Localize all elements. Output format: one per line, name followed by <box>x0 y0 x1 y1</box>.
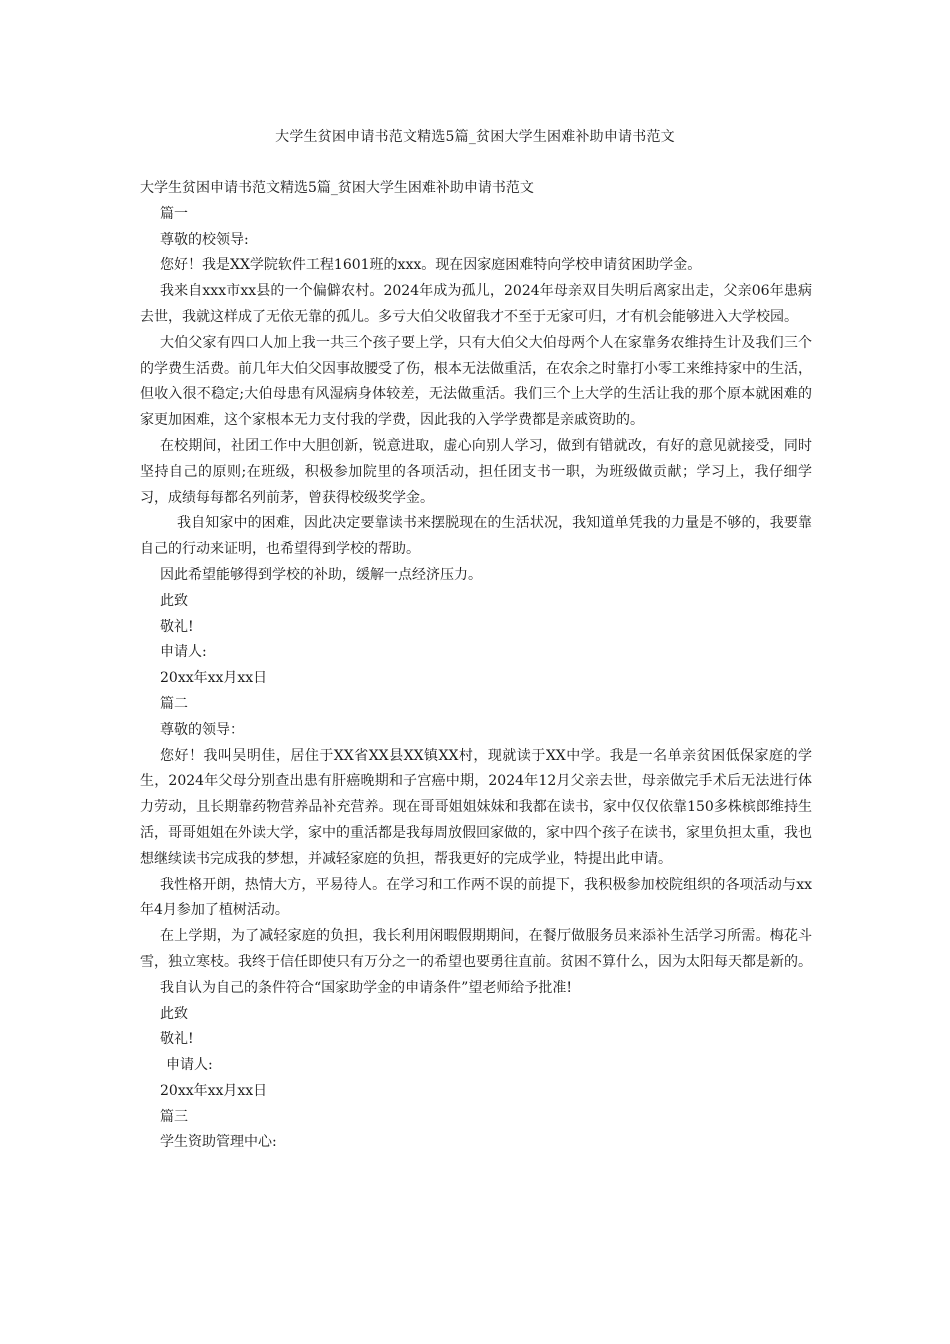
body-paragraph: 在校期间，社团工作中大胆创新，锐意进取，虚心向别人学习，做到有错就改，有好的意见就接受，同时坚持自己的原则;在班级，积极参加院里的各项活动，担任团支书一职，为班级做贡献；学习上，我仔细学习，成绩每每都名列前茅，曾获得校级奖学金。 <box>140 437 812 506</box>
body-paragraph: 我自知家中的困难，因此决定要靠读书来摆脱现在的生活状况，我知道单凭我的力量是不够的，我要靠自己的行动来证明，也希望得到学校的帮助。 <box>140 515 812 558</box>
body-paragraph: 您好！我叫吴明佳，居住于XX省XX县XX镇XX村，现就读于XX中学。我是一名单亲贫困低保家庭的学生，2024年父母分别查出患有肝癌晚期和子宫癌中期，2024年12月父亲去世，母亲做完手术后无法进行体力劳动，且长期靠药物营养品补充营养。现在哥哥姐姐妹妹和我都在读书，家中仅仅依靠150多株槟郎维持生活，哥哥姐姐在外读大学，家中的重活都是我每周放假回家做的，家中四个孩子在读书，家里负担太重，我也想继续读书完成我的梦想，并减轻家庭的负担，帮我更好的完成学业，特提出此申请。 <box>140 747 812 867</box>
applicant-label: 申请人: <box>166 1057 213 1074</box>
date-line: 20xx年xx月xx日 <box>160 1082 268 1099</box>
page-header-title: 大学生贫困申请书范文精选5篇_贫困大学生困难补助申请书范文 <box>275 129 675 145</box>
closing-line: 此致 <box>160 1005 188 1022</box>
section-heading-2: 篇二 <box>160 695 188 712</box>
body-paragraph: 您好！我是XX学院软件工程1601班的xxx。现在因家庭困难特向学校申请贫困助学金。 <box>160 257 702 274</box>
closing-line: 此致 <box>160 592 188 609</box>
salutation: 学生资助管理中心: <box>160 1134 277 1151</box>
applicant-label: 申请人: <box>160 644 207 661</box>
body-paragraph: 我性格开朗，热情大方，平易待人。在学习和工作两不误的前提下，我积极参加校院组织的各项活动与xx年4月参加了植树活动。 <box>140 876 812 919</box>
body-paragraph: 大伯父家有四口人加上我一共三个孩子要上学，只有大伯父大伯母两个人在家靠务农维持生计及我们三个的学费生活费。前几年大伯父因事故腰受了伤，根本无法做重活，在农余之时靠打小零工来维持家中的生活，但收入很不稳定;大伯母患有风湿病身体较差，无法做重活。我们三个上大学的生活让我的那个原本就困难的家更加困难，这个家根本无力支付我的学费，因此我的入学学费都是亲戚资助的。 <box>140 334 812 429</box>
body-paragraph: 在上学期，为了减轻家庭的负担，我长利用闲暇假期期间，在餐厅做服务员来添补生活学习所需。梅花斗雪，独立寒枝。我终于信任即使只有万分之一的希望也要勇往直前。贫困不算什么，因为太阳每天都是新的。 <box>140 928 812 970</box>
salutation: 尊敬的领导： <box>160 721 244 738</box>
body-paragraph: 因此希望能够得到学校的补助，缓解一点经济压力。 <box>160 566 482 583</box>
closing-line: 敬礼! <box>160 618 194 635</box>
closing-line: 敬礼! <box>160 1031 194 1048</box>
body-paragraph: 我自认为自己的条件符合“国家助学金的申请条件”望老师给予批准! <box>160 979 572 996</box>
body-paragraph: 我来自xxx市xx县的一个偏僻农村。2024年成为孤儿，2024年母亲双目失明后离家出走，父亲06年患病去世，我就这样成了无依无靠的孤儿。多亏大伯父收留我才不至于无家可归，才有机会能够进入大学校园。 <box>140 283 812 325</box>
section-heading-1: 篇一 <box>160 205 188 222</box>
date-line: 20xx年xx月xx日 <box>160 670 268 687</box>
section-heading-3: 篇三 <box>160 1108 188 1125</box>
document-body <box>140 176 812 1156</box>
document-title: 大学生贫困申请书范文精选5篇_贫困大学生困难补助申请书范文 <box>140 180 534 196</box>
salutation: 尊敬的校领导: <box>160 231 249 248</box>
